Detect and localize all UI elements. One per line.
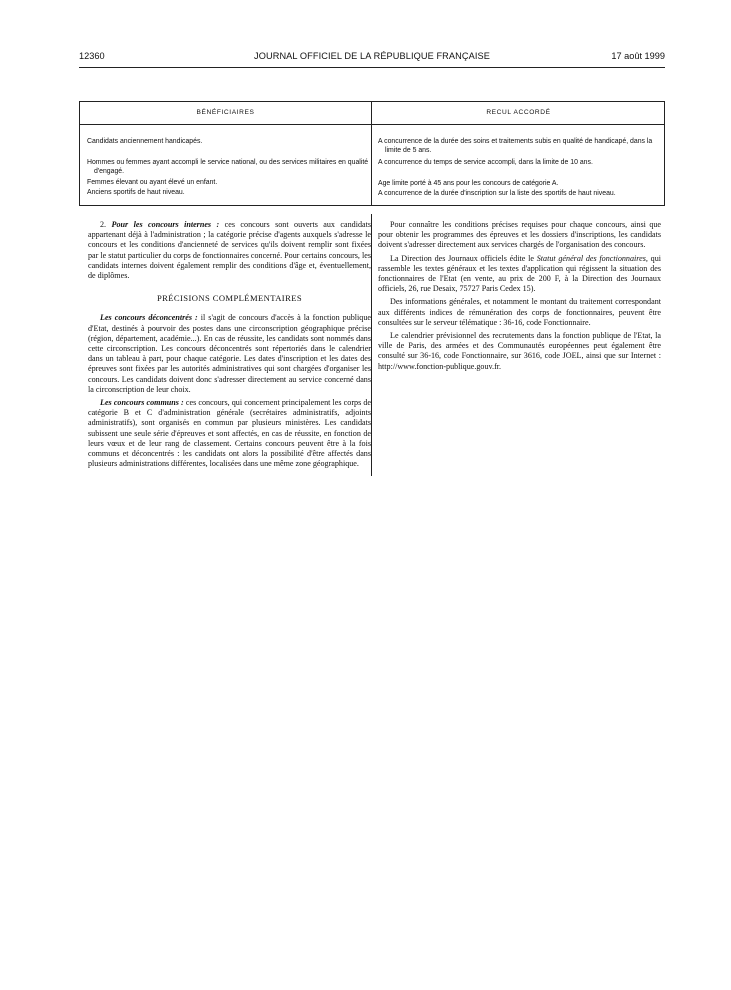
page-header (79, 51, 665, 65)
text-statut-post: qui rassemble les textes généraux et les textes d'application qui régissent la situation des fonctionnaires de l'Etat (en vente, au prix de 200 F, à la Direction des Journaux officiels, 26, rue Desaix, 75727 Paris Cedex 15). (378, 253, 661, 294)
paragraph-number: 2. (100, 220, 107, 229)
lead-concours-internes: Pour les concours internes : (111, 220, 220, 229)
page-number: 12360 (79, 51, 105, 61)
age-limit-table (79, 101, 665, 206)
paragraph-concours-communs (88, 398, 371, 469)
journal-title: JOURNAL OFFICIEL DE LA RÉPUBLIQUE FRANÇAISE (254, 51, 490, 61)
text-concours-communs: ces concours, qui concernent principalement les corps de catégorie B et C d'administration générale (secrétaires administratifs, adjoints administratifs), sont organisés en commun par plusieurs ministères. Les candidats subissent une seule série d'épreuves et sont affectés, en cas de réussite, en fonction de leurs vœux et de leur rang de classement. Certains concours peuvent être à la fois communs et déconcentrés : les candidats ont alors la possibilité d'être affectés dans plusieurs administrations différentes, localisées dans une même zone géographique. (88, 398, 371, 469)
table-header-beneficiaires: BÉNÉFICIAIRES (196, 109, 255, 116)
table-cell-recul: Age limite porté à 45 ans pour les concours de catégorie A. (378, 180, 559, 187)
column-rule (371, 214, 372, 476)
paragraph-informations: Des informations générales, et notamment le montant du traitement correspondant aux différents indices de rémunération des corps de fonctionnaires, peuvent être consultées sur le serveur télématique : 36-16, code Fonctionnaire. (378, 297, 661, 327)
text-statut-pre: La Direction des Journaux officiels édite le (390, 253, 534, 263)
paragraph-concours-deconcentres (88, 313, 371, 395)
section-title: PRÉCISIONS COMPLÉMENTAIRES (156, 293, 303, 304)
issue-date: 17 août 1999 (611, 51, 665, 61)
table-header-rule (80, 124, 664, 125)
header-rule (79, 67, 665, 68)
text-concours-deconcentres: il s'agit de concours d'accès à la fonction publique d'Etat, destinés à pourvoir des postes dans une circonscription géographique précise (région, département, académie...). En cas de réussite, les candidats sont nommés dans cette circonscription. Les concours déconcentrés sont répertoriés dans le calendrier dans un tableau à part, pour chaque catégorie. Les dates d'inscription et les dates des épreuves sont fixées par les autorités administratives qui sont chargées d'organiser les concours. Les candidats doivent donc s'adresser directement au service concerné dans la circonscription de leur choix. (88, 313, 371, 394)
paragraph-concours-internes (88, 220, 371, 281)
table-cell-beneficiaire: Anciens sportifs de haut niveau. (87, 189, 185, 196)
table-cell-beneficiaire: Candidats anciennement handicapés. (87, 138, 203, 145)
table-cell-recul: A concurrence de la durée d'inscription sur la liste des sportifs de haut niveau. (378, 190, 616, 197)
table-cell-beneficiaire: Femmes élevant ou ayant élevé un enfant. (87, 179, 218, 186)
lead-concours-communs: Les concours communs : (100, 398, 184, 408)
statut-general-title: Statut général des fonctionnaires, (536, 253, 648, 263)
paragraph-calendrier: Le calendrier prévisionnel des recrutements dans la fonction publique de l'Etat, la ville de Paris, des armées et des Communautés européennes peut également être consulté sur 36-16, code Fonctionnaire, sur 3616, code JOEL, ainsi que sur Internet : http://www.fonction-publique.gouv.fr. (378, 331, 661, 371)
paragraph-statut-general (378, 254, 661, 295)
text-column-left (88, 220, 371, 469)
table-cell-recul: A concurrence du temps de service accompli, dans la limite de 10 ans. (378, 159, 593, 166)
table-cell-recul: A concurrence de la durée des soins et traitements subis en qualité de handicapé, dans la limite de 5 ans. (378, 138, 653, 154)
table-cell-beneficiaire: Hommes ou femmes ayant accompli le service national, ou des services militaires en qualité d'engagé. (87, 159, 369, 175)
table-header-recul: RECUL ACCORDÉ (486, 109, 551, 116)
text-concours-internes: ces concours sont ouverts aux candidats appartenant déjà à l'administration ; la catégorie précise d'agents auxquels s'adresse le concours et les conditions d'ancienneté de services qu'ils doivent remplir sont fixées par le statut particulier du corps de fonctionnaires concerné. Pour certains concours, les candidats internes doivent également remplir des conditions d'âge et, éventuellement, de diplômes. (88, 220, 371, 281)
paragraph-conditions: Pour connaître les conditions précises requises pour chaque concours, ainsi que pour obtenir les programmes des épreuves et les dossiers d'inscriptions, les candidats doivent s'adresser directement aux services chargés de l'organisation des concours. (378, 220, 661, 250)
table-column-divider (371, 102, 372, 205)
lead-concours-deconcentres: Les concours déconcentrés : (100, 313, 198, 323)
text-column-right (378, 220, 661, 375)
